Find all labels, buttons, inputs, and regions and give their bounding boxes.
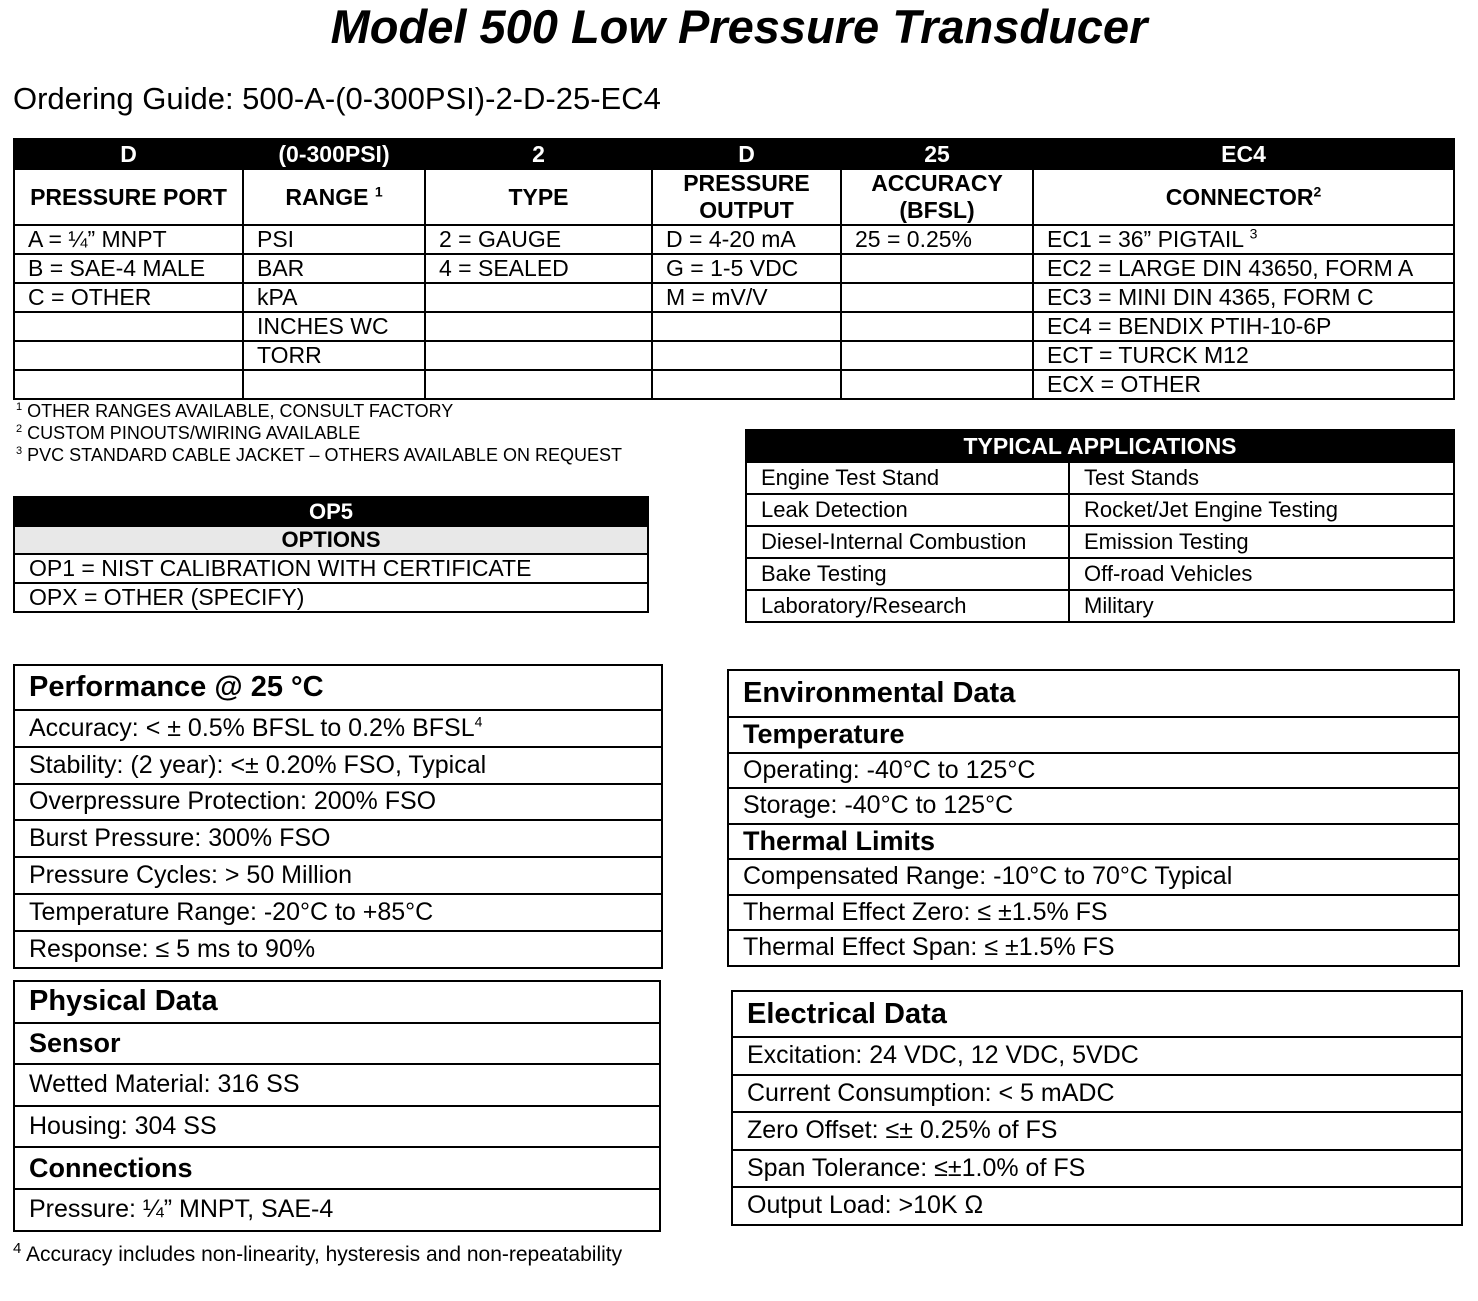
spec-item: Output Load: >10K Ω — [732, 1187, 1462, 1225]
header-label: CONNECTOR — [1165, 183, 1314, 210]
table-cell — [1033, 225, 1454, 254]
table-cell: M = mV/V — [652, 283, 841, 312]
table-cell — [425, 341, 652, 370]
spec-row — [14, 1106, 660, 1148]
page-title: Model 500 Low Pressure Transducer — [330, 0, 1148, 53]
spec-item: Response: ≤ 5 ms to 90% — [14, 931, 662, 968]
spec-row — [14, 1189, 660, 1231]
table-cell — [14, 312, 243, 341]
table-cell — [841, 341, 1033, 370]
spec-row — [14, 1064, 660, 1106]
table-row — [14, 254, 1454, 283]
table-cell: A = ¼” MNPT — [14, 225, 243, 254]
options-header: OPTIONS — [14, 526, 648, 554]
spec-row — [14, 820, 662, 857]
table-cell: Diesel-Internal Combustion — [746, 526, 1069, 558]
spec-row — [728, 930, 1459, 966]
table-cell — [243, 370, 425, 399]
header-label: RANGE — [285, 183, 369, 210]
spec-row — [732, 1150, 1462, 1188]
options-code-row — [14, 497, 648, 526]
options-code: OP5 — [14, 497, 648, 526]
sensor-heading: Sensor — [14, 1023, 660, 1065]
applications-table — [745, 429, 1455, 623]
table-cell — [14, 341, 243, 370]
table-cell: kPA — [243, 283, 425, 312]
spec-text: Accuracy: < ± 0.5% BFSL to 0.2% BFSL — [29, 713, 475, 742]
subheading-row — [728, 824, 1459, 860]
table-cell: Bake Testing — [746, 558, 1069, 590]
table-cell — [425, 370, 652, 399]
header-pressure-port: PRESSURE PORT — [14, 169, 243, 225]
table-row — [14, 283, 1454, 312]
option-item: OPX = OTHER (SPECIFY) — [14, 583, 648, 612]
section-title-row — [14, 665, 662, 710]
table-cell: Engine Test Stand — [746, 462, 1069, 494]
table-cell: EC2 = LARGE DIN 43650, FORM A — [1033, 254, 1454, 283]
spec-row — [14, 747, 662, 784]
table-cell: Rocket/Jet Engine Testing — [1069, 494, 1454, 526]
table-row — [746, 558, 1454, 590]
subheading-row — [728, 717, 1459, 753]
table-cell: G = 1-5 VDC — [652, 254, 841, 283]
header-accuracy: ACCURACY (BFSL) — [841, 169, 1033, 225]
spec-row — [14, 857, 662, 894]
table-cell — [652, 312, 841, 341]
spec-row — [14, 784, 662, 821]
spec-item: Wetted Material: 316 SS — [14, 1064, 660, 1106]
electrical-title: Electrical Data — [732, 991, 1462, 1037]
note-number: 1 — [16, 401, 23, 413]
spec-item: Current Consumption: < 5 mADC — [732, 1075, 1462, 1113]
footnote-number: 4 — [13, 1240, 22, 1257]
accuracy-footnote — [13, 1240, 622, 1270]
spec-row — [732, 1037, 1462, 1075]
note-line — [16, 400, 622, 422]
table-cell — [652, 341, 841, 370]
section-title-row — [728, 670, 1459, 717]
code-cell: D — [14, 139, 243, 169]
subheading-row — [14, 1023, 660, 1065]
note-text: PVC STANDARD CABLE JACKET – OTHERS AVAILABLE ON REQUEST — [27, 445, 622, 465]
code-cell: (0-300PSI) — [243, 139, 425, 169]
spec-row — [728, 788, 1459, 824]
note-text: OTHER RANGES AVAILABLE, CONSULT FACTORY — [27, 401, 454, 421]
note-line — [16, 444, 622, 466]
spec-item: Thermal Effect Zero: ≤ ±1.5% FS — [728, 895, 1459, 931]
table-row — [14, 583, 648, 612]
header-range — [243, 169, 425, 225]
table-cell: Emission Testing — [1069, 526, 1454, 558]
table-cell: 25 = 0.25% — [841, 225, 1033, 254]
spec-row — [732, 1187, 1462, 1225]
spec-item: Compensated Range: -10°C to 70°C Typical — [728, 859, 1459, 895]
environmental-title: Environmental Data — [728, 670, 1459, 717]
table-cell: EC4 = BENDIX PTIH-10-6P — [1033, 312, 1454, 341]
code-cell: D — [652, 139, 841, 169]
spec-item: Pressure: ¼” MNPT, SAE-4 — [14, 1189, 660, 1231]
header-type: TYPE — [425, 169, 652, 225]
footnote-ref: 4 — [474, 713, 483, 730]
spec-row — [728, 895, 1459, 931]
physical-title: Physical Data — [14, 981, 660, 1023]
spec-item: Temperature Range: -20°C to +85°C — [14, 894, 662, 931]
table-cell: INCHES WC — [243, 312, 425, 341]
table-cell — [652, 370, 841, 399]
table-cell — [841, 283, 1033, 312]
table-cell: PSI — [243, 225, 425, 254]
footnote-ref: 1 — [374, 182, 383, 199]
header-connector — [1033, 169, 1454, 225]
ordering-table — [13, 138, 1455, 400]
table-cell: Leak Detection — [746, 494, 1069, 526]
note-number: 2 — [16, 423, 23, 435]
footnote-ref: 2 — [1313, 182, 1322, 199]
spec-row — [732, 1112, 1462, 1150]
spec-item: Stability: (2 year): <± 0.20% FSO, Typical — [14, 747, 662, 784]
header-pressure-output: PRESSURE OUTPUT — [652, 169, 841, 225]
cell-text: EC1 = 36” PIGTAIL — [1047, 226, 1244, 252]
order-header-row — [14, 169, 1454, 225]
code-cell: EC4 — [1033, 139, 1454, 169]
note-number: 3 — [16, 445, 23, 457]
applications-header: TYPICAL APPLICATIONS — [746, 430, 1454, 462]
table-row — [746, 526, 1454, 558]
table-cell — [841, 254, 1033, 283]
table-row — [14, 341, 1454, 370]
physical-table — [13, 980, 661, 1232]
spec-item: Span Tolerance: ≤±1.0% of FS — [732, 1150, 1462, 1188]
spec-item: Excitation: 24 VDC, 12 VDC, 5VDC — [732, 1037, 1462, 1075]
table-notes — [16, 400, 622, 466]
table-cell: TORR — [243, 341, 425, 370]
footnote-ref: 3 — [1249, 225, 1258, 242]
code-cell: 25 — [841, 139, 1033, 169]
electrical-table — [731, 990, 1463, 1226]
spec-item: Storage: -40°C to 125°C — [728, 788, 1459, 824]
table-row — [746, 462, 1454, 494]
spec-row — [732, 1075, 1462, 1113]
table-cell: ECT = TURCK M12 — [1033, 341, 1454, 370]
table-row — [14, 312, 1454, 341]
table-cell — [841, 312, 1033, 341]
applications-header-row — [746, 430, 1454, 462]
spec-row — [728, 753, 1459, 789]
thermal-heading: Thermal Limits — [728, 824, 1459, 860]
table-cell: C = OTHER — [14, 283, 243, 312]
table-cell: 2 = GAUGE — [425, 225, 652, 254]
table-cell — [425, 283, 652, 312]
table-cell: BAR — [243, 254, 425, 283]
temperature-heading: Temperature — [728, 717, 1459, 753]
options-header-row — [14, 526, 648, 554]
spec-row — [14, 931, 662, 968]
table-cell: EC3 = MINI DIN 4365, FORM C — [1033, 283, 1454, 312]
spec-item: Housing: 304 SS — [14, 1106, 660, 1148]
table-cell: D = 4-20 mA — [652, 225, 841, 254]
table-cell: B = SAE-4 MALE — [14, 254, 243, 283]
note-line — [16, 422, 622, 444]
table-row — [746, 494, 1454, 526]
spec-row — [14, 894, 662, 931]
note-text: CUSTOM PINOUTS/WIRING AVAILABLE — [27, 423, 361, 443]
table-cell — [425, 312, 652, 341]
performance-title: Performance @ 25 °C — [14, 665, 662, 710]
options-table — [13, 496, 649, 613]
subheading-row — [14, 1147, 660, 1189]
code-cell: 2 — [425, 139, 652, 169]
performance-table — [13, 664, 663, 969]
spec-item: Burst Pressure: 300% FSO — [14, 820, 662, 857]
ordering-guide: Ordering Guide: 500-A-(0-300PSI)-2-D-25-EC4 — [13, 81, 661, 116]
table-cell: Test Stands — [1069, 462, 1454, 494]
spec-item: Overpressure Protection: 200% FSO — [14, 784, 662, 821]
table-row — [14, 370, 1454, 399]
spec-row — [14, 710, 662, 747]
spec-row — [728, 859, 1459, 895]
spec-item: Operating: -40°C to 125°C — [728, 753, 1459, 789]
table-row — [746, 590, 1454, 622]
spec-item: Thermal Effect Span: ≤ ±1.5% FS — [728, 930, 1459, 966]
table-cell: 4 = SEALED — [425, 254, 652, 283]
order-code-row — [14, 139, 1454, 169]
table-cell: ECX = OTHER — [1033, 370, 1454, 399]
table-cell — [841, 370, 1033, 399]
table-row — [14, 554, 648, 583]
connections-heading: Connections — [14, 1147, 660, 1189]
section-title-row — [14, 981, 660, 1023]
section-title-row — [732, 991, 1462, 1037]
spec-item: Zero Offset: ≤± 0.25% of FS — [732, 1112, 1462, 1150]
option-item: OP1 = NIST CALIBRATION WITH CERTIFICATE — [14, 554, 648, 583]
table-cell — [14, 370, 243, 399]
table-cell: Military — [1069, 590, 1454, 622]
spec-item — [14, 710, 662, 747]
footnote-text: Accuracy includes non-linearity, hysteresis and non-repeatability — [26, 1243, 623, 1266]
table-row — [14, 225, 1454, 254]
table-cell: Off-road Vehicles — [1069, 558, 1454, 590]
spec-item: Pressure Cycles: > 50 Million — [14, 857, 662, 894]
table-cell: Laboratory/Research — [746, 590, 1069, 622]
environmental-table — [727, 669, 1460, 967]
